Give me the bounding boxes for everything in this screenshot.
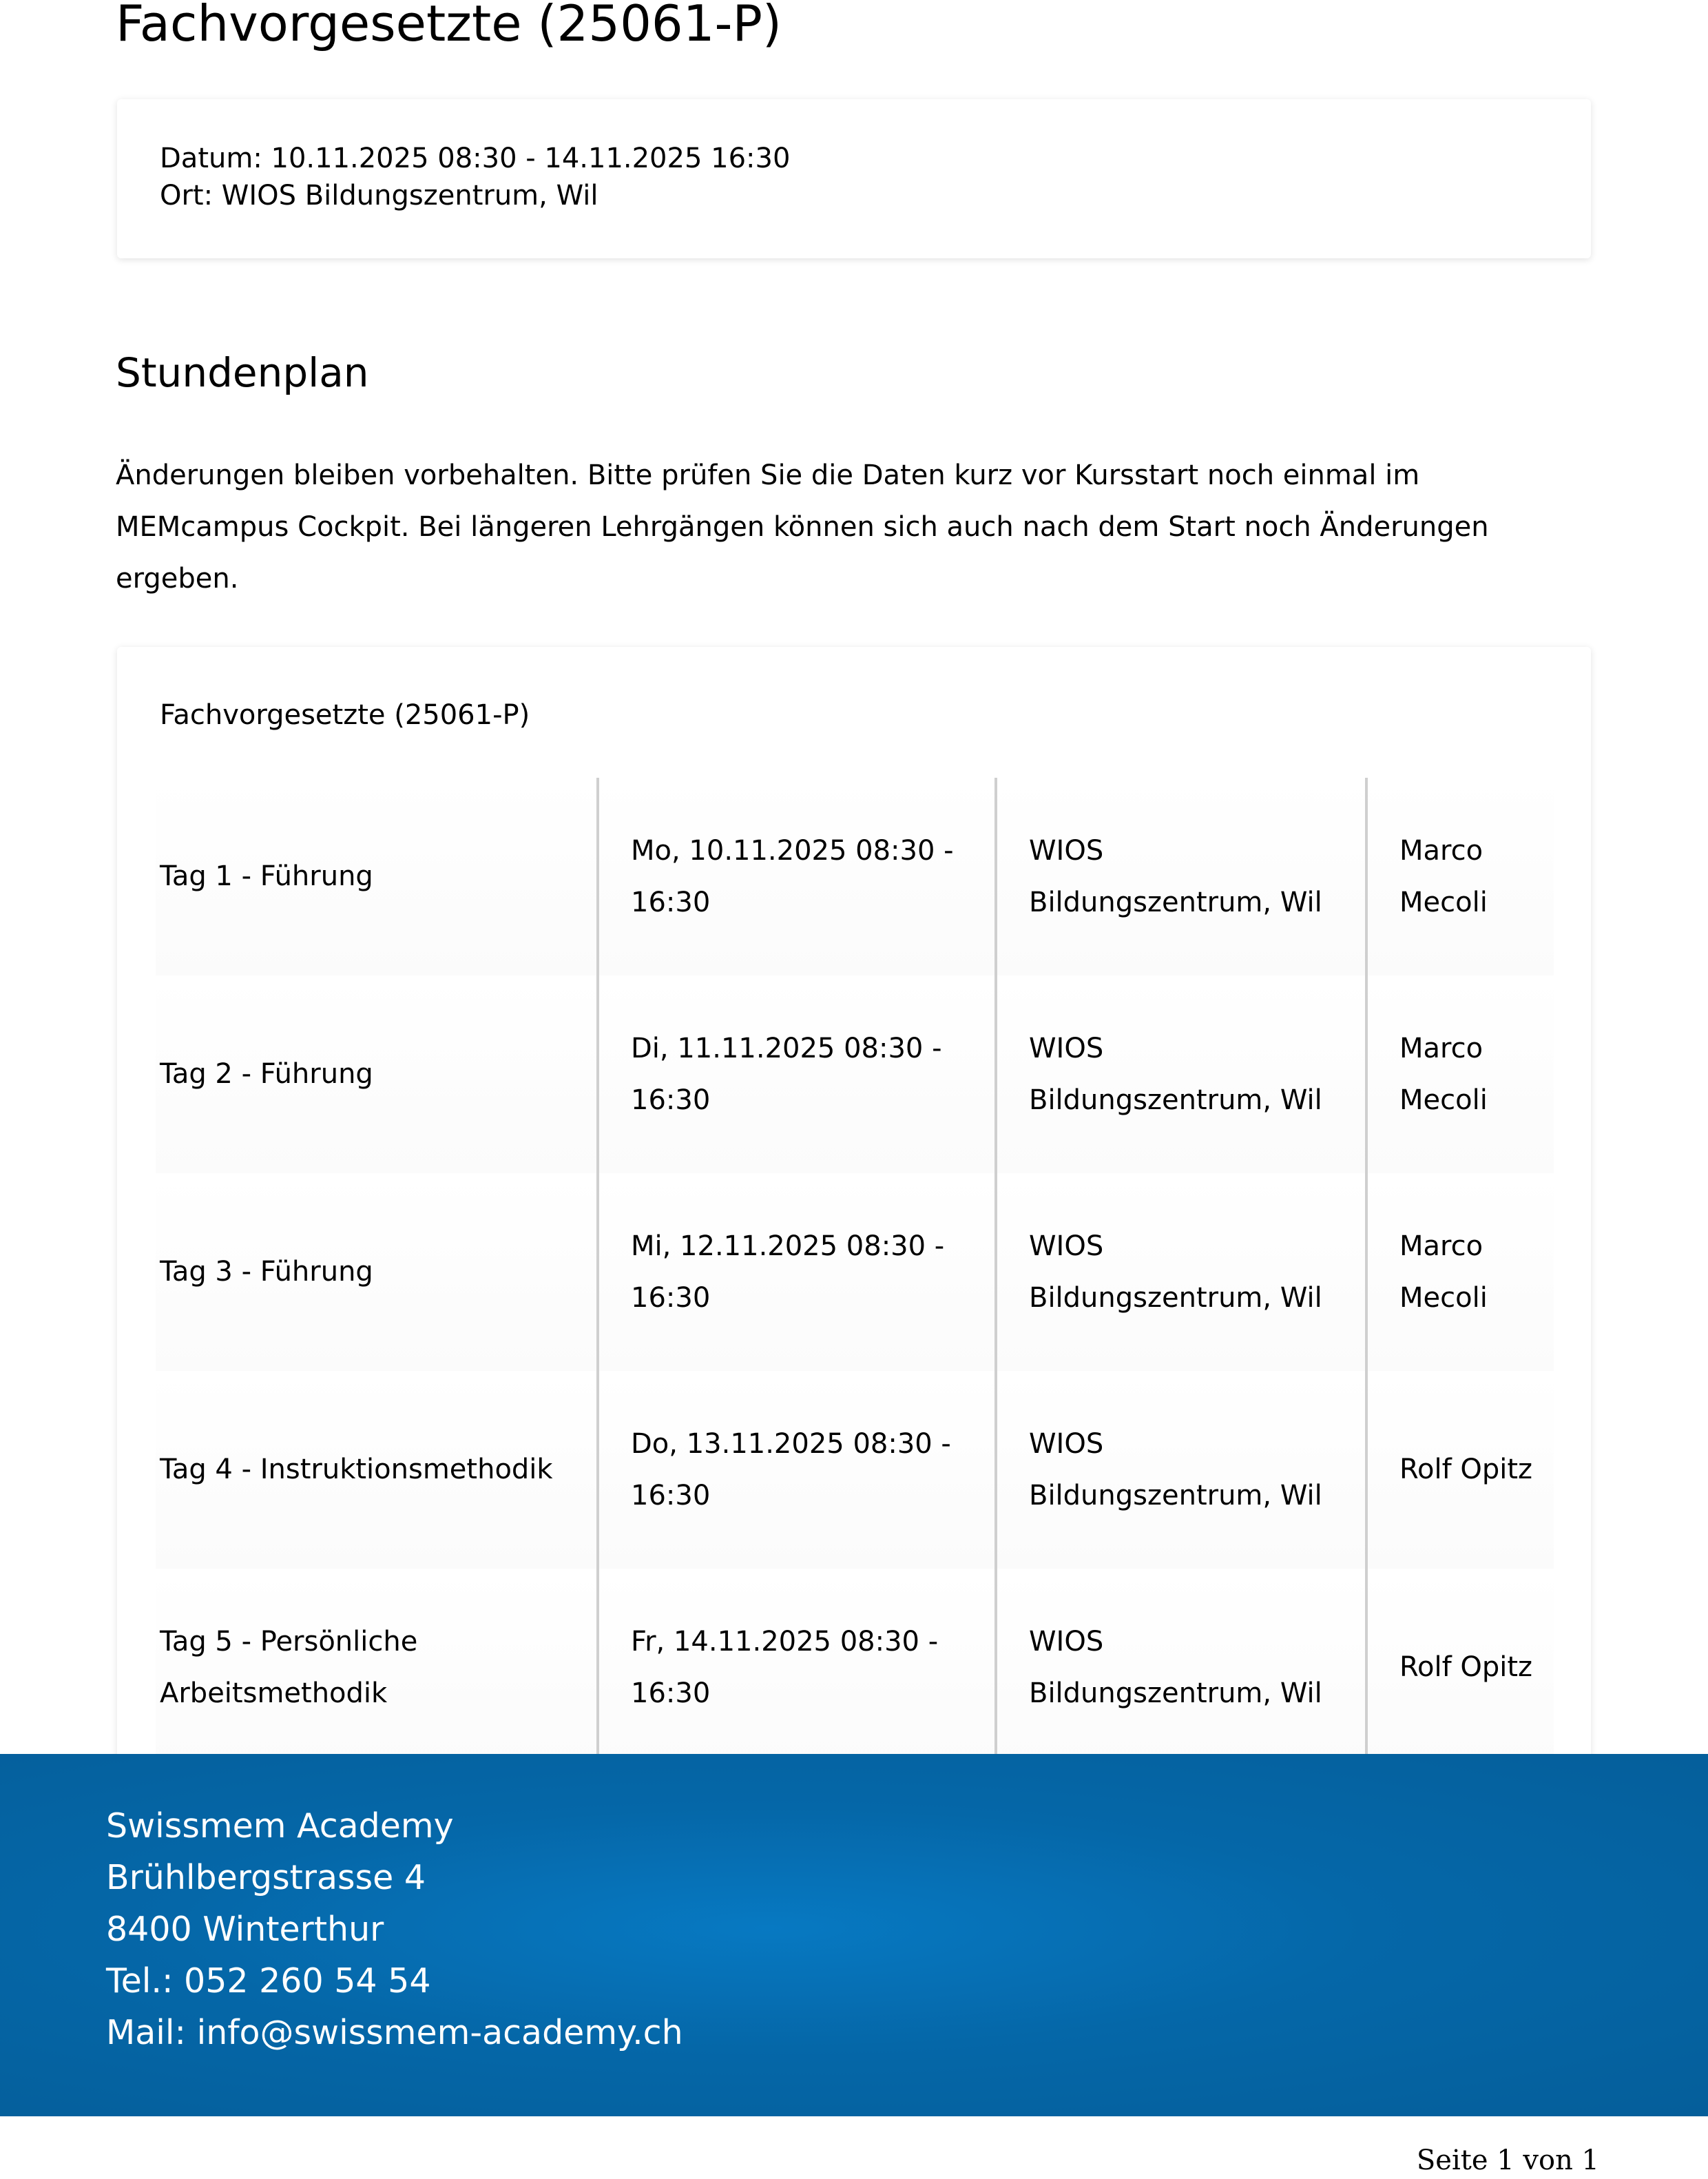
footer-organization: Swissmem Academy [106,1806,454,1846]
location-cell [994,1371,1364,1569]
location-text: WIOS Bildungszentrum, Wil [1029,834,1322,918]
datetime-cell [596,1569,993,1766]
datetime-text: Do, 13.11.2025 08:30 - 16:30 [631,1427,951,1511]
datetime-cell [596,778,993,975]
location-text: WIOS Bildungszentrum, Wil [1029,1427,1322,1511]
topic-cell [156,1173,594,1371]
page-title: Fachvorgesetzte (25061-P) [116,0,782,52]
instructor-text: Rolf Opitz [1399,1454,1533,1485]
table-row [156,1371,1554,1569]
location-cell [994,778,1364,975]
schedule-table-title: Fachvorgesetzte (25061-P) [160,699,530,731]
location-text: WIOS Bildungszentrum, Wil [1029,1625,1322,1709]
location-text: WIOS Bildungszentrum, Wil [1029,1032,1322,1116]
instructor-cell [1365,1371,1554,1569]
datetime-cell [596,975,993,1173]
instructor-cell [1365,778,1554,975]
instructor-text: Marco Mecoli [1399,834,1488,918]
table-row [156,778,1554,975]
datetime-cell [596,1371,993,1569]
location-text: WIOS Bildungszentrum, Wil [1029,1230,1322,1314]
footer [0,1754,1708,2116]
datetime-cell [596,1173,993,1371]
footer-street: Brühlbergstrasse 4 [106,1858,426,1897]
footer-phone: Tel.: 052 260 54 54 [106,1961,431,2001]
schedule-table-card [117,647,1591,1763]
location-cell [994,1173,1364,1371]
course-date: Datum: 10.11.2025 08:30 - 14.11.2025 16:30 [160,143,791,174]
table-row [156,1569,1554,1766]
table-row [156,975,1554,1173]
location-cell [994,975,1364,1173]
topic-text: Tag 5 - Persönliche Arbeitsmethodik [160,1625,418,1709]
datetime-text: Mo, 10.11.2025 08:30 - 16:30 [631,834,954,918]
table-row [156,1173,1554,1371]
datetime-text: Di, 11.11.2025 08:30 - 16:30 [631,1032,942,1116]
topic-cell [156,778,594,975]
footer-email: Mail: info@swissmem-academy.ch [106,2013,683,2052]
topic-text: Tag 3 - Führung [160,1256,373,1288]
topic-text: Tag 4 - Instruktionsmethodik [160,1454,553,1485]
datetime-text: Mi, 12.11.2025 08:30 - 16:30 [631,1230,945,1314]
instructor-text: Rolf Opitz [1399,1651,1533,1683]
page-number: Seite 1 von 1 [1416,2145,1599,2176]
schedule-notice: Änderungen bleiben vorbehalten. Bitte prüfen Sie die Daten kurz vor Kursstart noch einmal im MEMcampus Cockpit. Bei längeren Lehrgängen können sich auch nach dem Start noch Änderungen ergeben. [116,459,1489,595]
topic-text: Tag 2 - Führung [160,1058,373,1090]
location-cell [994,1569,1364,1766]
schedule-heading: Stundenplan [116,349,369,396]
instructor-text: Marco Mecoli [1399,1032,1488,1116]
topic-cell [156,1569,594,1766]
topic-text: Tag 1 - Führung [160,860,373,892]
instructor-cell [1365,1173,1554,1371]
instructor-text: Marco Mecoli [1399,1230,1488,1314]
course-location: Ort: WIOS Bildungszentrum, Wil [160,180,598,211]
topic-cell [156,975,594,1173]
footer-city: 8400 Winterthur [106,1910,384,1949]
datetime-text: Fr, 14.11.2025 08:30 - 16:30 [631,1625,939,1709]
instructor-cell [1365,975,1554,1173]
course-info-card [117,99,1591,258]
topic-cell [156,1371,594,1569]
footer-contact [106,1800,683,2058]
instructor-cell [1365,1569,1554,1766]
